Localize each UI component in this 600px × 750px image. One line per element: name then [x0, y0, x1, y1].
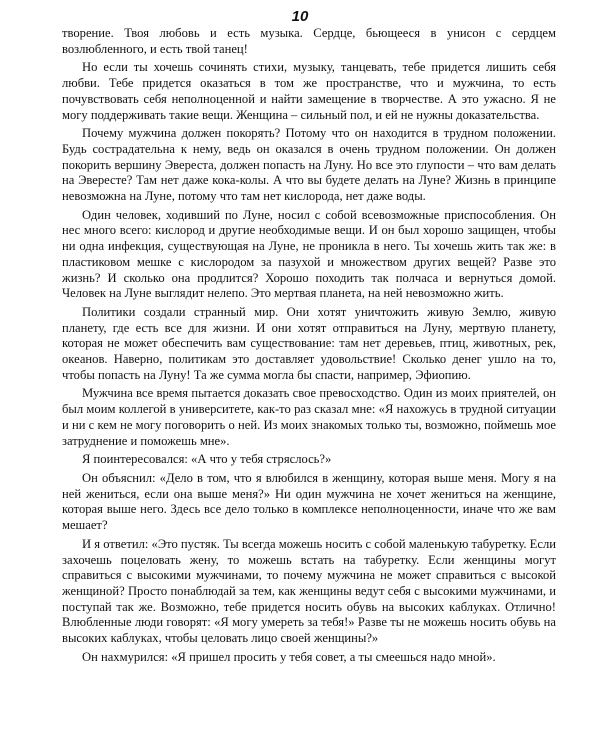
paragraph-4: Один человек, ходивший по Луне, носил с собой всевозможные приспособления. Он нес много всего: кислород и другие необходимые вещи. И он был хорошо защищен, чтобы ни одна инфекция, существующая на Луне, не проникла в него. Ты хочешь жить так же: в пластиковом мешке с кислородом за пазухой и множеством других вещей? Разве это жизнь? И сколько она продлится? Хорошо походить так полчаса и вернуться домой. Человек на Луне выглядит нелепо. Это мертвая планета, на ней невозможно жить.: [62, 207, 556, 301]
body-text: [62, 26, 556, 665]
paragraph-2: Но если ты хочешь сочинять стихи, музыку, танцевать, тебе придется лишить себя любви. Тебе придется оказаться в том же пространстве, что и мужчина, то есть почувствовать себя неполноценной и найти замещение в творчестве. А это ужасно. Я не могу поддерживать такие вещи. Женщина – сильный пол, и ей не нужны доказательства.: [62, 60, 556, 122]
paragraph-1: творение. Твоя любовь и есть музыка. Сердце, бьющееся в унисон с сердцем возлюбленного, и есть твой танец!: [62, 26, 556, 56]
paragraph-9: И я ответил: «Это пустяк. Ты всегда можешь носить с собой маленькую табуретку. Если захочешь поцеловать жену, то можешь встать на табуретку. Если женщины могут справиться с высокими мужчинами, то почему мужчина не может справиться с высокой женщиной? Просто понаблюдай за тем, как женщины ведут себя с высокими мужчинами, и поступай так же. Возможно, тебе придется носить обувь на высоких каблуках. Отлично! Влюбленные люди говорят: «Я могу умереть за тебя!» Разве ты не можешь носить обувь на высоких каблуках, чтобы целовать лицо своей женщины?»: [62, 536, 556, 646]
paragraph-6: Мужчина все время пытается доказать свое превосходство. Один из моих приятелей, он был моим коллегой в университете, как-то раз сказал мне: «Я нахожусь в трудной ситуации и ни с кем не могу поговорить о ней. Из моих знакомых только ты, возможно, поймешь мое затруднение и поможешь мне».: [62, 386, 556, 448]
paragraph-10: Он нахмурился: «Я пришел просить у тебя совет, а ты смеешься надо мной».: [82, 649, 496, 664]
paragraph-3: Почему мужчина должен покорять? Потому что он находится в трудном положении. Будь сострадательна к нему, ведь он оказался в очень трудном положении. Он должен покорить вершину Эвереста, должен попасть на Луну. Но все это глупости – что вам делать на Эвересте? Там нет даже кока-колы. А что вы будете делать на Луне? Жизнь в принципе невозможна на Луне, потому что там нет кислорода, нет даже воды.: [62, 126, 556, 204]
paragraph-8: Он объяснил: «Дело в том, что я влюбился в женщину, которая выше меня. Могу я на ней жениться, если она выше меня?» Ни один мужчина не хочет жениться на женщине, которая выше него. Здесь все дело только в комплексе неполноценности, иначе что же вам мешает?: [62, 470, 556, 533]
page-number: 10: [291, 8, 309, 25]
paragraph-5: Политики создали странный мир. Они хотят уничтожить живую Землю, живую планету, где есть все для жизни. И они хотят отправиться на Луну, мертвую планету, которая не может обеспечить вам существование: там нет деревьев, птиц, животных, рек, океанов. Наверно, политикам это доставляет удовольствие! Сколько денег ушло на то, чтобы попасть на Луну! Та же сумма могла бы спасти, например, Эфиопию.: [62, 304, 556, 382]
paragraph-7: Я поинтересовался: «А что у тебя стряслось?»: [82, 452, 332, 467]
